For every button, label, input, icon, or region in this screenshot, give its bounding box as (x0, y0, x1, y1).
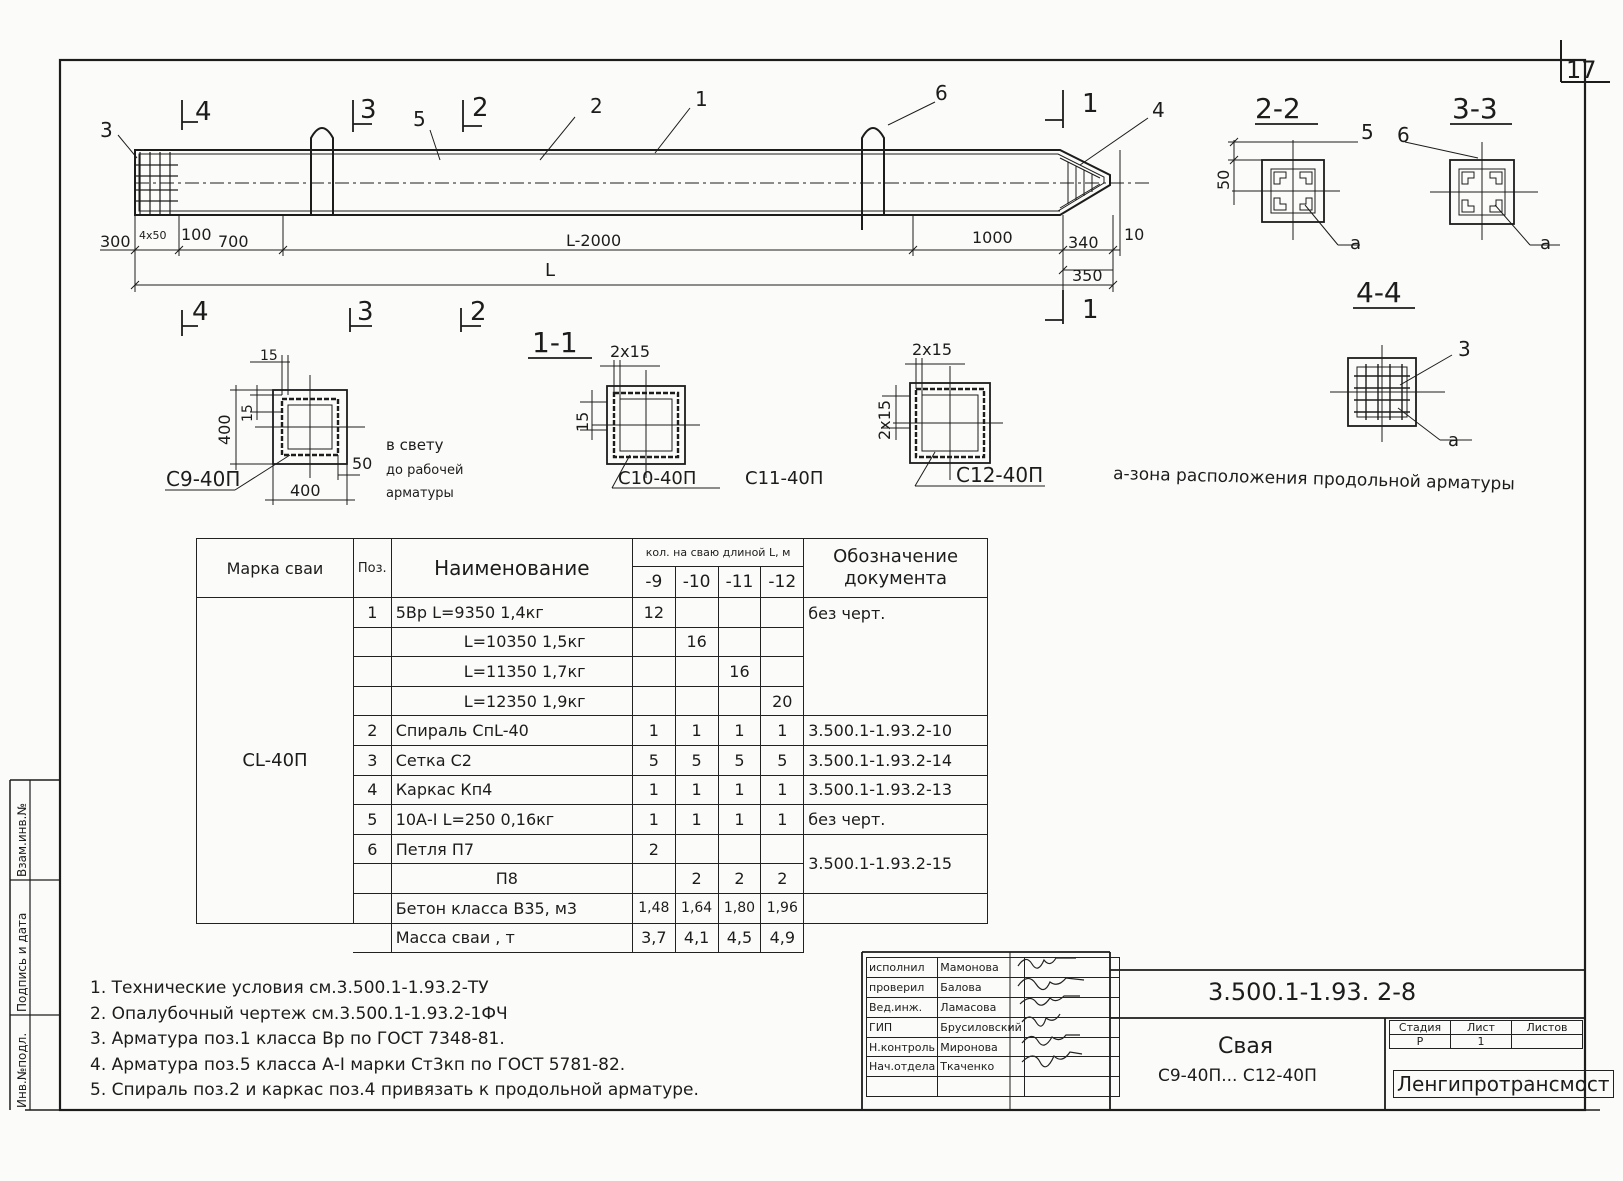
c12-mark: С12-40П (956, 463, 1044, 487)
table-row (867, 1057, 1120, 1077)
table-cell: 2 (761, 864, 804, 894)
table-row (867, 1017, 1120, 1037)
c9-clear-note-2: до рабочей (386, 463, 464, 478)
c10-dim-15: 15 (573, 411, 592, 432)
signer-name: Мамонова (938, 958, 1024, 978)
section-4-4 (1330, 345, 1472, 442)
table-cell: 1 (718, 805, 761, 835)
table-cell: Сетка С2 (391, 745, 632, 775)
spec-len-12: -12 (761, 567, 804, 598)
document-code: 3.500.1-1.93. 2-8 (1208, 978, 1417, 1006)
c9-dim-400-h: 400 (290, 481, 321, 500)
table-row (1390, 1035, 1583, 1049)
table-cell: 5 (675, 745, 718, 775)
table-cell: 20 (761, 686, 804, 716)
spec-len-9: -9 (632, 567, 675, 598)
c10-mark: С10-40П (618, 468, 697, 489)
table-cell: L=12350 1,9кг (391, 686, 632, 716)
c9-dim-15-v: 15 (240, 404, 256, 422)
c9-clear-note-3: арматуры (386, 486, 454, 501)
stamp-inv: Инв.№подл. (15, 1032, 29, 1108)
table-cell: 5Вр L=9350 1,4кг (391, 598, 632, 628)
c9-dim-50: 50 (352, 454, 373, 473)
dim-50: 50 (1214, 169, 1233, 190)
table-cell: 6 (353, 834, 391, 864)
table-cell: 10А-I L=250 0,16кг (391, 805, 632, 835)
table-cell: 1 (761, 775, 804, 805)
table-cell: Масса сваи , т (391, 923, 632, 953)
table-cell (938, 1077, 1024, 1097)
table-cell (632, 864, 675, 894)
section-2-2-callout-5: 5 (1361, 120, 1374, 144)
table-cell: 5 (761, 745, 804, 775)
table-cell (353, 864, 391, 894)
callout-2: 2 (590, 94, 603, 118)
spec-len-10: -10 (675, 567, 718, 598)
table-cell (761, 834, 804, 864)
c9-clear-note-1: в свету (386, 436, 444, 454)
table-cell: 3.500.1-1.93.2-14 (804, 745, 988, 775)
cut-3-bottom: 3 (357, 297, 374, 327)
table-row (867, 997, 1120, 1017)
table-cell (353, 893, 391, 923)
cut-1-top: 1 (1082, 89, 1099, 119)
table-cell: 1 (718, 775, 761, 805)
note-5: 5. Спираль поз.2 и каркас поз.4 привязать к продольной арматуре. (90, 1080, 699, 1100)
table-cell: 2 (675, 864, 718, 894)
note-3: 3. Арматура поз.1 класса Вр по ГОСТ 7348-81. (90, 1029, 505, 1049)
specification-table (196, 538, 988, 953)
stage-value: Р (1390, 1035, 1451, 1049)
cut-1-bottom: 1 (1082, 295, 1099, 325)
table-cell (353, 627, 391, 657)
table-cell: 5 (718, 745, 761, 775)
signer-role: ГИП (867, 1017, 938, 1037)
spec-col-doc: Обозначение документа (804, 539, 988, 598)
section-3-3-zone: a (1540, 233, 1552, 254)
section-4-4-zone: a (1448, 430, 1460, 451)
table-cell (718, 598, 761, 628)
table-cell (675, 657, 718, 687)
table-row (867, 958, 1120, 978)
table-cell: 1 (632, 775, 675, 805)
c12-dim-2x15-v: 2x15 (875, 399, 894, 440)
table-cell (718, 627, 761, 657)
table-cell: 4,5 (718, 923, 761, 953)
signer-name: Брусиловский (938, 1017, 1024, 1037)
table-cell (675, 834, 718, 864)
table-cell: 16 (675, 627, 718, 657)
section-4-4-callout-3: 3 (1458, 337, 1471, 361)
table-cell: 4,9 (761, 923, 804, 953)
signer-signature (1024, 1017, 1119, 1037)
cut-2-bottom: 2 (470, 297, 487, 327)
table-row-mass (197, 923, 988, 953)
table-cell: 4 (353, 775, 391, 805)
table-cell: 3.500.1-1.93.2-10 (804, 716, 988, 746)
note-4: 4. Арматура поз.5 класса А-I марки Ст3кп по ГОСТ 5781-82. (90, 1054, 626, 1075)
spec-header-row (197, 539, 988, 567)
table-cell: 3 (353, 745, 391, 775)
section-4-4-title: 4-4 (1356, 276, 1402, 309)
table-cell: 1 (675, 775, 718, 805)
table-cell (867, 1077, 938, 1097)
section-2-2-callout-6: 6 (1397, 123, 1410, 147)
table-cell: 1 (675, 805, 718, 835)
signer-role: исполнил (867, 958, 938, 978)
section-3-3-title: 3-3 (1452, 92, 1498, 125)
cut-4-bottom: 4 (192, 297, 209, 327)
spec-col-qty: кол. на сваю длиной L, м (632, 539, 803, 567)
table-cell: Петля П7 (391, 834, 632, 864)
table-cell: 1 (761, 805, 804, 835)
section-2-2-title: 2-2 (1255, 92, 1301, 125)
table-cell (353, 923, 391, 953)
signer-role: Нач.отдела (867, 1057, 938, 1077)
dim-300: 300 (100, 232, 131, 251)
table-cell (197, 923, 354, 953)
table-cell: 5 (632, 745, 675, 775)
dim-340: 340 (1068, 233, 1099, 252)
table-cell: 1,48 (632, 893, 675, 923)
table-cell (675, 686, 718, 716)
signer-role: Вед.инж. (867, 997, 938, 1017)
c9-dim-15-top: 15 (260, 348, 278, 364)
table-cell (353, 686, 391, 716)
table-cell: 1 (632, 716, 675, 746)
signer-name: Ткаченко (938, 1057, 1024, 1077)
drawing-subtitle: С9-40П... С12-40П (1158, 1066, 1317, 1086)
dim-1000: 1000 (972, 228, 1013, 247)
table-cell (353, 657, 391, 687)
sheets-value (1512, 1035, 1583, 1049)
table-cell: 16 (718, 657, 761, 687)
cut-4-top: 4 (195, 97, 212, 127)
signers-table (866, 957, 1120, 1097)
note-2: 2. Опалубочный чертеж см.3.500.1-1.93.2-1ФЧ (90, 1003, 508, 1024)
dim-L: L (545, 260, 556, 281)
table-cell: 1 (761, 716, 804, 746)
section-3-3 (1405, 142, 1560, 245)
table-cell: 2 (353, 716, 391, 746)
table-cell: Спираль СпL-40 (391, 716, 632, 746)
table-cell: L=10350 1,5кг (391, 627, 632, 657)
section-cut-marks (182, 90, 1063, 336)
table-cell (761, 627, 804, 657)
table-cell: П8 (391, 864, 632, 894)
spec-len-11: -11 (718, 567, 761, 598)
section-2-2 (1228, 138, 1360, 245)
dim-100: 100 (181, 225, 212, 244)
table-cell (632, 657, 675, 687)
table-cell: 2 (632, 834, 675, 864)
table-cell: 3,7 (632, 923, 675, 953)
signer-role: проверил (867, 977, 938, 997)
table-cell: 3.500.1-1.93.2-15 (804, 834, 988, 893)
table-cell (632, 686, 675, 716)
c12-dim-2x15: 2x15 (912, 340, 953, 359)
c9-dim-400-v: 400 (215, 414, 234, 445)
callout-5: 5 (413, 107, 426, 131)
table-cell: 1,64 (675, 893, 718, 923)
c10-dim-2x15: 2x15 (610, 342, 651, 361)
stamp-vzam: Взам.инв.№ (15, 803, 29, 877)
signer-role: Н.контроль (867, 1037, 938, 1057)
table-cell (718, 834, 761, 864)
table-cell (761, 598, 804, 628)
sheet-number: 17 (1566, 56, 1597, 84)
stamp-sign: Подпись и дата (15, 912, 29, 1012)
section-1-1-title: 1-1 (532, 326, 578, 359)
table-cell (632, 627, 675, 657)
section-2-2-zone: a (1350, 233, 1362, 254)
spec-col-pos: Поз. (353, 539, 391, 598)
table-cell: 1 (675, 716, 718, 746)
c9-mark: С9-40П (166, 467, 241, 491)
callout-4: 4 (1152, 98, 1165, 122)
sheet-label: Лист (1451, 1021, 1512, 1035)
pile-elevation (118, 102, 1150, 230)
dim-4x50: 4x50 (139, 229, 167, 242)
table-row (867, 977, 1120, 997)
table-cell (804, 923, 988, 953)
table-cell: без черт. (804, 805, 988, 835)
zone-note: а-зона расположения продольной арматуры (1112, 464, 1516, 495)
table-cell (1024, 1077, 1119, 1097)
general-notes (90, 976, 699, 1104)
dim-L-2000: L-2000 (566, 231, 622, 250)
table-cell: 1 (632, 805, 675, 835)
signer-signature (1024, 1057, 1119, 1077)
table-row (197, 598, 988, 628)
note-1: 1. Технические условия см.3.500.1-1.93.2-ТУ (90, 978, 489, 998)
c11-mark: С11-40П (745, 468, 824, 489)
sheets-label: Листов (1512, 1021, 1583, 1035)
signer-signature (1024, 1037, 1119, 1057)
spec-pile-mark: СL-40П (197, 598, 354, 924)
drawing-title: Свая (1218, 1034, 1274, 1059)
table-cell: 2 (718, 864, 761, 894)
table-cell: 4,1 (675, 923, 718, 953)
table-cell: 12 (632, 598, 675, 628)
table-cell: Каркас Кп4 (391, 775, 632, 805)
table-row (867, 1037, 1120, 1057)
callout-1: 1 (695, 87, 708, 111)
cut-2-top: 2 (472, 93, 489, 123)
signer-signature (1024, 977, 1119, 997)
table-row (867, 1077, 1120, 1097)
table-cell: L=11350 1,7кг (391, 657, 632, 687)
table-cell: 1 (718, 716, 761, 746)
signer-name: Ламасова (938, 997, 1024, 1017)
sheet-value: 1 (1451, 1035, 1512, 1049)
table-cell: 1,96 (761, 893, 804, 923)
dim-350: 350 (1072, 266, 1103, 285)
signer-name: Балова (938, 977, 1024, 997)
table-cell (804, 893, 988, 923)
dim-700: 700 (218, 232, 249, 251)
table-cell (675, 598, 718, 628)
callout-6: 6 (935, 81, 948, 105)
spec-col-name: Наименование (391, 539, 632, 598)
table-cell: 1,80 (718, 893, 761, 923)
table-cell: 1 (353, 598, 391, 628)
signer-name: Миронова (938, 1037, 1024, 1057)
callout-3-left: 3 (100, 118, 113, 142)
spec-col-mark: Марка сваи (197, 539, 354, 598)
table-cell (761, 657, 804, 687)
table-cell (718, 686, 761, 716)
table-cell: без черт. (804, 598, 988, 716)
organization-name: Ленгипротрансмост (1393, 1070, 1614, 1098)
cut-3-top: 3 (360, 95, 377, 125)
table-cell: 5 (353, 805, 391, 835)
dim-10: 10 (1124, 225, 1145, 244)
stage-label: Стадия (1390, 1021, 1451, 1035)
signer-signature (1024, 958, 1119, 978)
signer-signature (1024, 997, 1119, 1017)
table-cell: 3.500.1-1.93.2-13 (804, 775, 988, 805)
table-cell: Бетон класса В35, м3 (391, 893, 632, 923)
table-row (1390, 1021, 1583, 1035)
stage-sheet-grid (1389, 1020, 1583, 1049)
